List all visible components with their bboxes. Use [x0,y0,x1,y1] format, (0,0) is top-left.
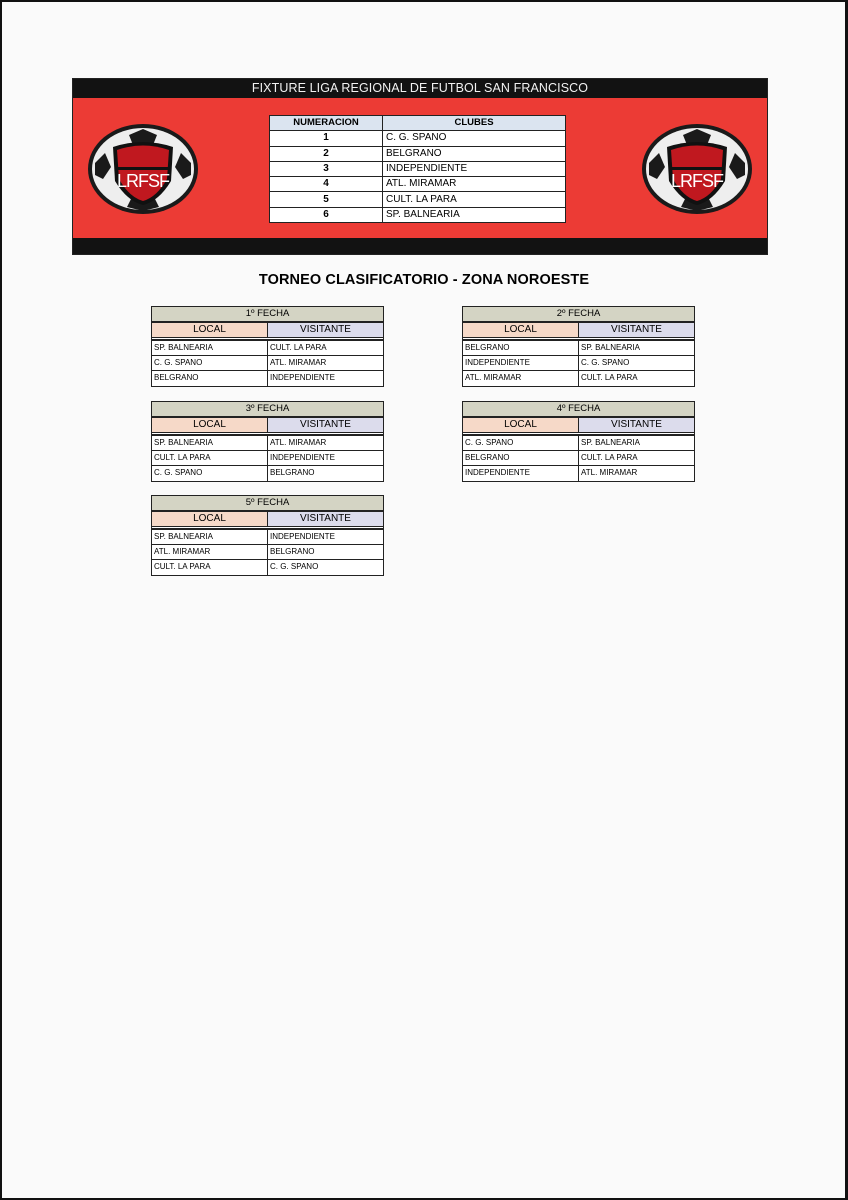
match-local: SP. BALNEARIA [152,340,268,356]
match-visitante: SP. BALNEARIA [579,435,695,451]
club-name: SP. BALNEARIA [383,207,566,222]
col-visitante: VISITANTE [268,511,384,527]
match-local: CULT. LA PARA [152,450,268,466]
fecha-title: 4º FECHA [463,402,695,418]
header-banner [72,78,768,255]
clubs-col-club: CLUBES [383,116,566,131]
match-visitante: ATL. MIRAMAR [268,355,384,371]
zone-title: TORNEO CLASIFICATORIO - ZONA NOROESTE [258,272,590,288]
fecha-table-4 [462,401,695,482]
table-row [152,450,384,466]
clubs-col-number: NUMERACION [270,116,383,131]
col-local: LOCAL [463,322,579,338]
fecha-title: 5º FECHA [152,496,384,512]
match-local: INDEPENDIENTE [463,466,579,482]
match-local: BELGRANO [152,371,268,387]
col-local: LOCAL [463,417,579,433]
svg-text:LRFSF: LRFSF [116,171,170,191]
match-local: BELGRANO [463,450,579,466]
match-visitante: INDEPENDIENTE [268,450,384,466]
table-row [270,192,566,207]
table-row [152,544,384,560]
club-number: 3 [270,161,383,176]
club-name: ATL. MIRAMAR [383,177,566,192]
table-row [270,177,566,192]
club-name: INDEPENDIENTE [383,161,566,176]
table-row [152,435,384,451]
match-local: SP. BALNEARIA [152,529,268,545]
league-logo-right [641,123,753,215]
col-visitante: VISITANTE [579,322,695,338]
svg-text:LRFSF: LRFSF [670,171,724,191]
match-visitante: CULT. LA PARA [579,371,695,387]
table-row [152,560,384,576]
fecha-table-2 [462,306,695,387]
col-visitante: VISITANTE [268,322,384,338]
table-row [270,207,566,222]
club-number: 2 [270,146,383,161]
table-row [270,131,566,146]
match-visitante: CULT. LA PARA [268,340,384,356]
table-row [463,450,695,466]
match-local: BELGRANO [463,340,579,356]
fecha-table-5 [151,495,384,576]
table-row [270,161,566,176]
table-row [463,371,695,387]
club-number: 1 [270,131,383,146]
table-row [463,355,695,371]
table-row [152,529,384,545]
match-visitante: INDEPENDIENTE [268,529,384,545]
col-visitante: VISITANTE [268,417,384,433]
club-number: 6 [270,207,383,222]
match-visitante: SP. BALNEARIA [579,340,695,356]
match-visitante: C. G. SPANO [268,560,384,576]
fecha-title: 1º FECHA [152,307,384,323]
table-row [152,355,384,371]
league-logo-left [87,123,199,215]
table-row [152,466,384,482]
match-visitante: BELGRANO [268,466,384,482]
banner-title: FIXTURE LIGA REGIONAL DE FUTBOL SAN FRANCISCO [73,79,767,98]
match-local: SP. BALNEARIA [152,435,268,451]
table-row [463,435,695,451]
fecha-table-1 [151,306,384,387]
match-visitante: ATL. MIRAMAR [268,435,384,451]
match-visitante: C. G. SPANO [579,355,695,371]
col-local: LOCAL [152,417,268,433]
match-local: C. G. SPANO [152,466,268,482]
club-name: C. G. SPANO [383,131,566,146]
table-row [152,371,384,387]
club-number: 5 [270,192,383,207]
table-row [152,340,384,356]
match-visitante: CULT. LA PARA [579,450,695,466]
club-number: 4 [270,177,383,192]
match-local: ATL. MIRAMAR [152,544,268,560]
match-visitante: INDEPENDIENTE [268,371,384,387]
table-row [463,340,695,356]
col-visitante: VISITANTE [579,417,695,433]
banner-bottom-bar [73,238,767,254]
match-local: C. G. SPANO [463,435,579,451]
match-visitante: BELGRANO [268,544,384,560]
club-name: BELGRANO [383,146,566,161]
match-visitante: ATL. MIRAMAR [579,466,695,482]
match-local: CULT. LA PARA [152,560,268,576]
fecha-title: 2º FECHA [463,307,695,323]
col-local: LOCAL [152,511,268,527]
fecha-title: 3º FECHA [152,402,384,418]
fecha-table-3 [151,401,384,482]
table-row [463,466,695,482]
table-row [270,146,566,161]
club-name: CULT. LA PARA [383,192,566,207]
match-local: ATL. MIRAMAR [463,371,579,387]
match-local: C. G. SPANO [152,355,268,371]
match-local: INDEPENDIENTE [463,355,579,371]
clubs-table [269,115,566,223]
col-local: LOCAL [152,322,268,338]
